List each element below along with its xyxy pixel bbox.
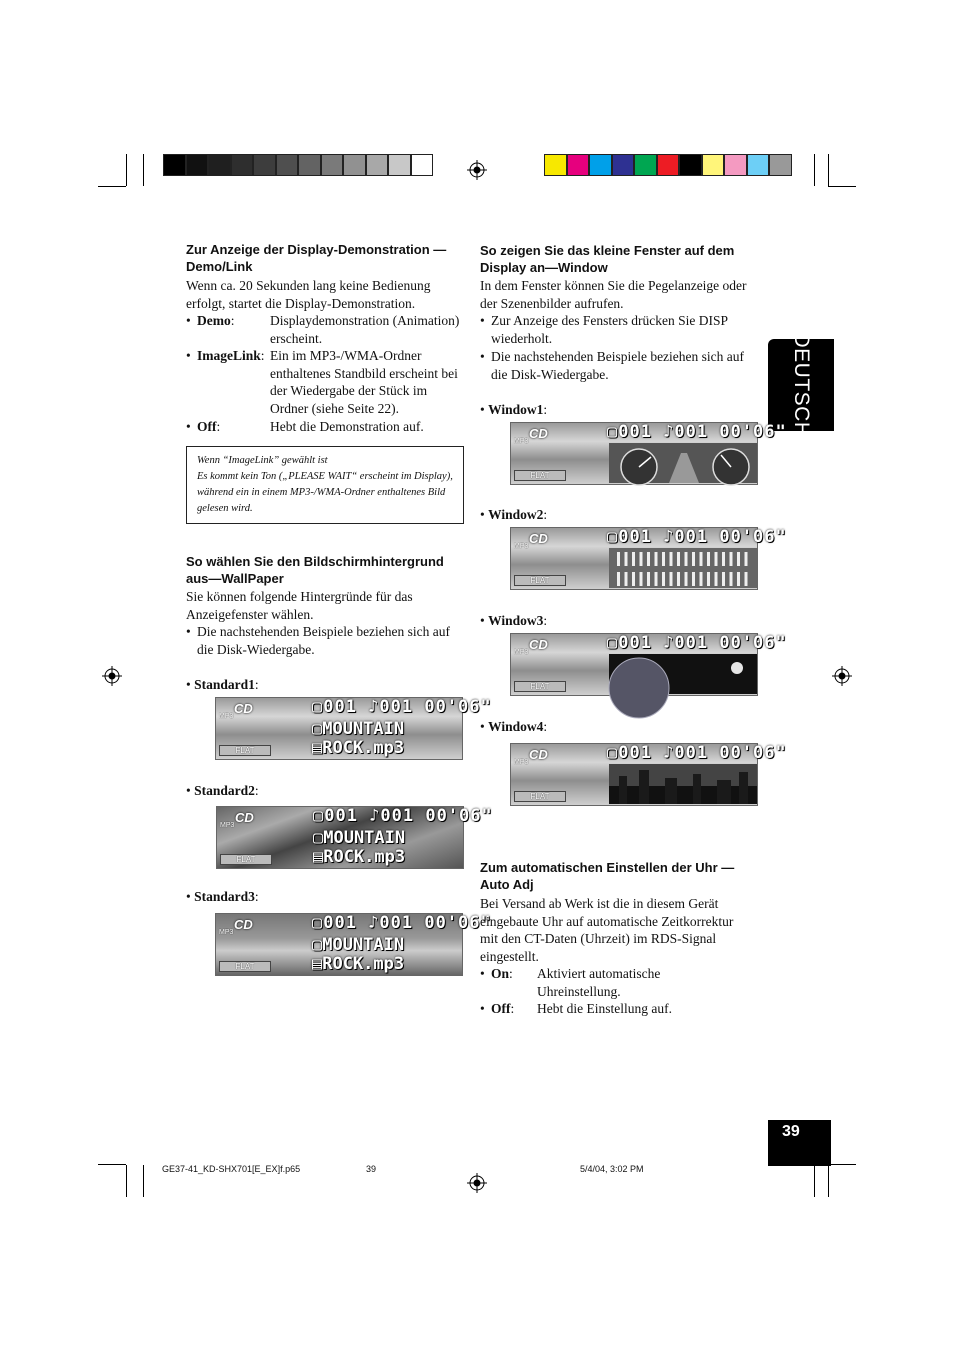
display-window4: CD MP3 ▢001 ♪001 00'06" FLAT: [510, 743, 758, 806]
off-desc: Hebt die Demonstration auf.: [270, 419, 424, 434]
color-swatch: [343, 154, 366, 176]
color-swatch: [321, 154, 344, 176]
wallpaper-bullet: Die nachstehenden Beispiele beziehen sich auf die Disk-Wiedergabe.: [197, 624, 451, 657]
earth-window-image: [609, 654, 757, 694]
color-swatch: [634, 154, 657, 176]
level-meter-bar: [640, 552, 643, 566]
color-swatch: [747, 154, 770, 176]
level-meter-bar: [692, 572, 695, 586]
color-swatch: [589, 154, 612, 176]
note-text: Es kommt kein Ton („PLEASE WAIT“ erscheint im Display), während ein in einem MP3-/WMA-Ordner enthaltenes Bild gelesen wird.: [197, 471, 453, 514]
level-meter-bar: [707, 572, 710, 586]
color-swatch: [253, 154, 276, 176]
window-bullet-1: Zur Anzeige des Fensters drücken Sie DISP wiederholt.: [491, 313, 728, 346]
level-meter-bar: [722, 572, 725, 586]
level-meter-bar: [722, 552, 725, 566]
level-meter-bar: [737, 572, 740, 586]
display-window2: CD MP3 ▢001 ♪001 00'06" FLAT: [510, 527, 758, 590]
level-meter-bar: [632, 552, 635, 566]
color-swatch: [208, 154, 231, 176]
demo-heading: Zur Anzeige der Display-Demonstration —Demo/Link: [186, 242, 447, 274]
window-heading: So zeigen Sie das kleine Fenster auf dem Display an—Window: [480, 243, 735, 275]
color-swatch: [366, 154, 389, 176]
level-meter-bar: [677, 552, 680, 566]
color-swatch: [657, 154, 680, 176]
level-meter-bar: [625, 572, 628, 586]
autoadj-intro: Bei Versand ab Werk ist die in diesem Gerät eingebaute Uhr auf automatische Zeitkorrektur mit den CT-Daten (Uhrzeit) im RDS-Signal eingestellt.: [480, 896, 734, 964]
color-swatch: [163, 154, 186, 176]
imagelink-note-box: [186, 446, 464, 524]
imagelink-desc: Ein im MP3-/WMA-Ordner enthaltenes Standbild erscheint bei der Wiedergabe der Stück im Ordner (siehe Seite 22).: [270, 348, 458, 416]
level-meter-bar: [737, 552, 740, 566]
window4-label: • Window4:: [480, 719, 548, 734]
color-swatch: [724, 154, 747, 176]
level-meter-bar: [647, 572, 650, 586]
color-swatch: [544, 154, 567, 176]
color-swatch: [567, 154, 590, 176]
level-meter-bar: [625, 552, 628, 566]
level-meter-bar: [670, 552, 673, 566]
display-standard3: CD MP3 ▢001 ♪001 00'06" ▢MOUNTAIN ▤ROCK.mp3 FLAT: [215, 913, 463, 976]
level-meter-bar: [745, 572, 748, 586]
autoadj-off-term: Off:: [491, 1001, 515, 1016]
level-meter-bar: [730, 552, 733, 566]
level-meter-bar: [700, 572, 703, 586]
level-meter-bar: [632, 572, 635, 586]
footer-file: GE37-41_KD-SHX701[E_EX]f.p65: [162, 1164, 301, 1174]
imagelink-term: ImageLink:: [197, 348, 265, 363]
level-meter-bar: [745, 552, 748, 566]
level-meter-bar: [655, 552, 658, 566]
color-swatch: [769, 154, 792, 176]
level-meter-bar: [700, 552, 703, 566]
level-meter-bar: [647, 552, 650, 566]
footer-date: 5/4/04, 3:02 PM: [580, 1164, 644, 1174]
wallpaper-intro: Sie können folgende Hintergründe für das Anzeigefenster wählen.: [186, 589, 413, 622]
window-bullet-2: Die nachstehenden Beispiele beziehen sich auf die Disk-Wiedergabe.: [491, 349, 745, 382]
registration-mark-icon: [832, 666, 852, 686]
display-window1: CD MP3 ▢001 ♪001 00'06" FLAT: [510, 422, 758, 485]
language-tab: [768, 332, 834, 438]
city-window-image: [609, 764, 757, 804]
window-intro: In dem Fenster können Sie die Pegelanzeige oder der Szenenbilder aufrufen.: [480, 278, 747, 311]
level-meter-bar: [662, 552, 665, 566]
language-tab-label: DEUTSCH: [790, 332, 813, 438]
color-swatch: [231, 154, 254, 176]
wallpaper-heading: So wählen Sie den Bildschirmhintergrund aus—WallPaper: [186, 554, 444, 586]
level-meter-bar: [707, 552, 710, 566]
level-meter-bar: [715, 572, 718, 586]
level-meter-bar: [677, 572, 680, 586]
off-term: Off:: [197, 419, 221, 434]
level-meter-bar: [670, 572, 673, 586]
demo-desc: Displaydemonstration (Animation) erscheint.: [270, 313, 460, 346]
level-meter-bar: [715, 552, 718, 566]
level-meter-bar: [730, 572, 733, 586]
level-meter-bar: [685, 552, 688, 566]
color-swatch: [702, 154, 725, 176]
window1-label: • Window1:: [480, 402, 548, 417]
on-desc: Aktiviert automatische Uhreinstellung.: [537, 966, 661, 999]
demo-term: Demo:: [197, 313, 235, 328]
footer-page: 39: [366, 1164, 377, 1174]
level-meter-window-image: [609, 548, 757, 588]
standard1-label: • Standard1:: [186, 677, 259, 692]
level-meter-bar: [685, 572, 688, 586]
level-meter-bar: [640, 572, 643, 586]
registration-mark-icon: [467, 1173, 487, 1193]
speedometer-window-image: [609, 443, 757, 483]
color-swatch: [186, 154, 209, 176]
color-swatch: [298, 154, 321, 176]
autoadj-heading: Zum automatischen Einstellen der Uhr —Auto Adj: [480, 860, 735, 892]
note-title: Wenn “ImageLink” gewählt ist: [197, 455, 328, 466]
on-term: On:: [491, 966, 513, 981]
color-swatch: [411, 154, 434, 176]
display-standard2: CD MP3 ▢001 ♪001 00'06" ▢MOUNTAIN ▤ROCK.mp3 FLAT: [216, 806, 464, 869]
autoadj-off-desc: Hebt die Einstellung auf.: [537, 1001, 672, 1016]
window2-label: • Window2:: [480, 507, 548, 522]
level-meter-bar: [617, 572, 620, 586]
standard3-label: • Standard3:: [186, 889, 259, 904]
color-swatch: [612, 154, 635, 176]
standard2-label: • Standard2:: [186, 783, 259, 798]
level-meter-bar: [617, 552, 620, 566]
color-swatch: [679, 154, 702, 176]
color-swatch: [388, 154, 411, 176]
color-swatch: [276, 154, 299, 176]
level-meter-bar: [655, 572, 658, 586]
registration-mark-icon: [467, 160, 487, 180]
level-meter-bar: [692, 552, 695, 566]
display-window3: CD MP3 ▢001 ♪001 00'06" FLAT: [510, 633, 758, 696]
page-number-box: [768, 1120, 831, 1166]
registration-mark-icon: [102, 666, 122, 686]
display-standard1: CD MP3 ▢001 ♪001 00'06" ▢MOUNTAIN ▤ROCK.mp3 FLAT: [215, 697, 463, 760]
demo-intro: Wenn ca. 20 Sekunden lang keine Bedienung erfolgt, startet die Display-Demonstration.: [186, 278, 431, 311]
level-meter-bar: [662, 572, 665, 586]
page-number: 39: [782, 1123, 800, 1140]
window3-label: • Window3:: [480, 613, 548, 628]
